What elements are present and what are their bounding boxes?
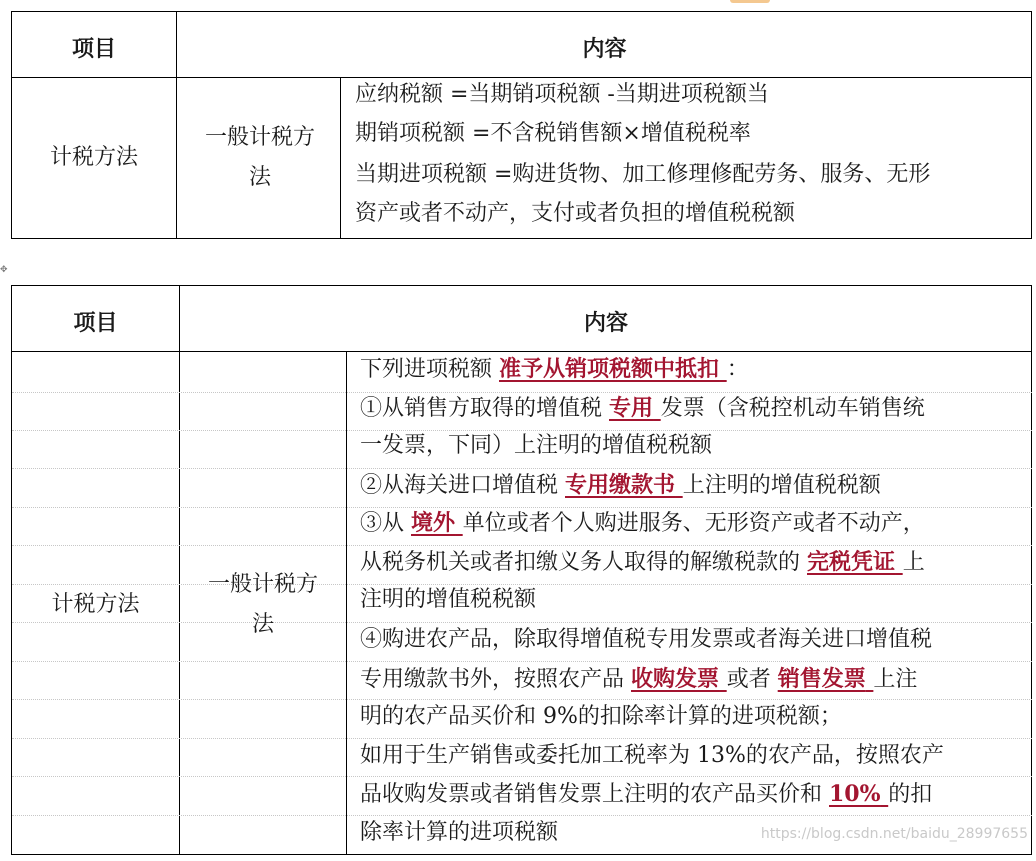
highlight-term: 销售发票	[777, 666, 866, 692]
content-line: 当期进项税额 =购进货物、加工修理修配劳务、服务、无形	[355, 162, 931, 187]
row-label-method: 计税方法	[49, 145, 138, 170]
header-content: 内容	[582, 37, 627, 62]
highlight-term: 10%	[829, 781, 881, 807]
column-divider	[340, 78, 341, 238]
content-line: 注明的增值税税额	[360, 587, 537, 612]
header-item: 项目	[71, 37, 116, 62]
tax-method-table-1	[11, 11, 1032, 239]
content-line: 下列进项税额 准予从销项税额中抵扣 ：	[360, 356, 749, 382]
content-line: 如用于生产销售或委托加工税率为 13%的农产品，按照农产	[360, 743, 944, 768]
content-line: 明的农产品买价和 9%的扣除率计算的进项税额；	[360, 704, 842, 729]
tax-method-table-2	[11, 285, 1032, 855]
content-line: 应纳税额 =当期销项税额 -当期进项税额当	[355, 82, 769, 107]
content-line: 专用缴款书外，按照农产品 收购发票 或者 销售发票 上注	[360, 666, 918, 692]
highlight-term: 完税凭证	[807, 549, 896, 575]
content-line: ②从海关进口增值税 专用缴款书 上注明的增值税税额	[360, 472, 881, 498]
content-line: 期销项税额 =不含税销售额×增值税税率	[355, 121, 751, 146]
content-line: 除率计算的进项税额	[360, 820, 559, 845]
content-line: 一发票，下同）上注明的增值税税额	[360, 433, 713, 458]
highlight-term: 专用	[609, 395, 654, 421]
table-move-handle-icon[interactable]: ✥	[0, 265, 8, 275]
header-content: 内容	[583, 311, 628, 336]
content-line: ④购进农产品，除取得增值税专用发票或者海关进口增值税	[360, 627, 933, 652]
watermark: https://blog.csdn.net/baidu_28997655	[760, 826, 1028, 842]
column-divider	[346, 352, 347, 854]
row-label-method: 计税方法	[51, 592, 140, 617]
highlight-term: 专用缴款书	[565, 472, 676, 498]
content-line: 资产或者不动产，支付或者负担的增值税税额	[355, 201, 796, 226]
content-line: ①从销售方取得的增值税 专用 发票（含税控机动车销售统	[360, 395, 925, 421]
column-divider	[179, 286, 180, 854]
header-item: 项目	[73, 311, 118, 336]
top-decoration	[730, 0, 770, 3]
highlight-term: 准予从销项税额中抵扣	[499, 356, 720, 382]
content-line: 品收购发票或者销售发票上注明的农产品买价和 10% 的扣	[360, 781, 933, 807]
highlight-term: 收购发票	[631, 666, 720, 692]
content-line: ③从 境外 单位或者个人购进服务、无形资产或者不动产，	[360, 510, 925, 536]
content-line: 从税务机关或者扣缴义务人取得的解缴税款的 完税凭证 上	[360, 549, 925, 575]
highlight-term: 境外	[411, 510, 456, 536]
row-label-general-method: 一般计税方法	[204, 125, 315, 190]
row-label-general-method: 一般计税方法	[207, 572, 318, 637]
